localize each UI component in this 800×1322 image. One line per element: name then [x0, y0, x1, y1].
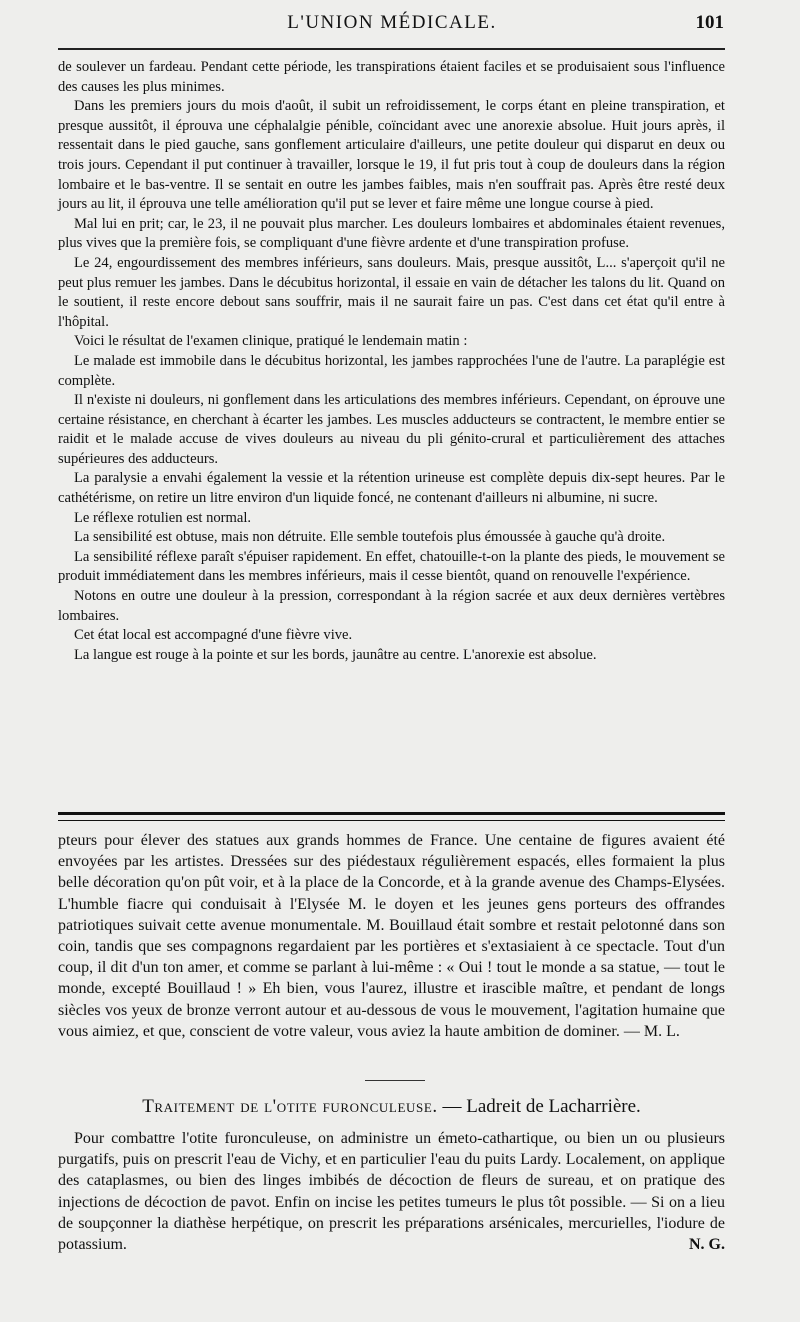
paragraph: Le réflexe rotulien est normal. [74, 509, 252, 526]
paragraph: Notons en outre une douleur à la pression, correspondant à la région sacrée et aux deux dernières vertèbres lombaires. [58, 588, 725, 624]
case-report-section [58, 58, 725, 665]
article-heading [58, 1096, 725, 1118]
paragraph: Dans les premiers jours du mois d'août, il subit un refroidissement, le corps étant en pleine transpiration, et presque aussitôt, il éprouva une céphalalgie pénible, coïncidant avec une anorexie absolue. Huit jours après, il ressentait dans le pied gauche, sans gonflement articulaire d'ailleurs, une petite douleur qui disparut en deux ou trois jours. Cependant il put continuer à travailler, lorsque le 19, il fut pris tout à coup de douleurs dans la région lombaire et le bas-ventre. Il se sentait en outre les jambes faibles, mais n'en souffrait pas. Après être resté deux jours au lit, il éprouva une telle amélioration qu'il put se lever et faire même une longue course à pied. [58, 98, 725, 213]
author-initials: N. G. [689, 1236, 725, 1254]
small-divider [365, 1080, 425, 1081]
paragraph: Le 24, engourdissement des membres inférieurs, sans douleurs. Mais, presque aussitôt, L... s'aperçoit qu'il ne peut plus remuer les jambes. Dans le décubitus horizontal, il essaie en vain de détacher les talons du lit. Quand on le soutient, il reste encore debout sans souffrir, mais il ne saurait faire un pas. C'est dans cet état qu'il entre à l'hôpital. [58, 254, 725, 330]
paragraph: Mal lui en prit; car, le 23, il ne pouvait plus marcher. Les douleurs lombaires et abdominales étaient revenues, plus vives que la première fois, se compliquant d'une fièvre ardente et d'une transpiration profuse. [58, 215, 725, 252]
feuilleton-section [58, 830, 725, 1042]
paragraph: La paralysie a envahi également la vessie et la rétention urineuse est complète depuis dix-sept heures. Par le cathétérisme, on retire un litre environ d'un liquide foncé, ne contenant d'ailleurs ni albumine, ni sucre. [58, 470, 725, 507]
section-divider-thin [58, 820, 725, 821]
paragraph: Cet état local est accompagné d'une fièvre vive. [74, 627, 353, 644]
section-divider-thick [58, 812, 725, 815]
article-paragraph [58, 1128, 725, 1255]
treatment-article [58, 1128, 725, 1255]
signature: — M. L. [623, 1022, 680, 1040]
paragraph: La langue est rouge à la pointe et sur les bords, jaunâtre au centre. L'anorexie est absolue. [74, 646, 597, 663]
article-author: Ladreit de Lacharrière. [466, 1096, 641, 1117]
paragraph: La sensibilité est obtuse, mais non détruite. Elle semble toutefois plus émoussée à gauche qu'à droite. [74, 529, 666, 546]
article-title: Traitement de l'otite furonculeuse. [142, 1096, 438, 1117]
article-body: Pour combattre l'otite furonculeuse, on administre un émeto-cathartique, ou bien un ou plusieurs purgatifs, puis on prescrit l'eau de Vichy, et en particulier l'eau du puits Lardy. Localement, on applique des cataplasmes, ou bien des linges imbibés de décoction de fleurs de sureau, et on pratique des injections de décoction de pavot. Enfin on incise les petites tumeurs le plus tôt possible. — Si on a lieu de soupçonner la diathèse herpétique, on prescrit les préparations arsénicales, mercurielles, l'iodure de potassium. [58, 1130, 725, 1254]
page-number: 101 [695, 12, 724, 33]
header-rule [58, 48, 725, 50]
paragraph: La sensibilité réflexe paraît s'épuiser rapidement. En effet, chatouille-t-on la plante des pieds, le mouvement se produit immédiatement dans les membres inférieurs, mais il cesse bientôt, quand on renouvelle l'expérience. [58, 548, 725, 585]
paragraph: Le malade est immobile dans le décubitus horizontal, les jambes rapprochées l'une de l'autre. La paraplégie est complète. [58, 352, 725, 389]
paragraph: Voici le résultat de l'examen clinique, pratiqué le lendemain matin : [74, 333, 468, 350]
title-dash: — [437, 1096, 467, 1117]
running-title: L'UNION MÉDICALE. [287, 12, 497, 33]
paragraph: Il n'existe ni douleurs, ni gonflement dans les articulations des membres inférieurs. Cependant, on éprouve une certaine résistance, en cherchant à écarter les jambes. Les muscles adducteurs se contractent, le membre entier se raidit et le malade accuse de vives douleurs au niveau du pli génito-crural et particulièrement des attaches supérieures des adducteurs. [58, 392, 725, 467]
feuilleton-body: pteurs pour élever des statues aux grands hommes de France. Une centaine de figures avaient été envoyées par les artistes. Dressées sur des piédestaux régulièrement espacés, elles formaient la plus belle décoration qu'on pût voir, et à la place de la Concorde, et à la grande avenue des Champs-Elysées. L'humble fiacre qui conduisait à l'Elysée M. le doyen et les jeunes gens porteurs des offrandes patriotiques suivait cette avenue monumentale. M. Bouillaud était sombre et restait pelotonné dans son coin, tandis que ses compagnons regardaient par les portières et s'extasiaient à ce spectacle. Tout d'un coup, il dit d'un ton amer, et comme se parlant à lui-même : « Oui ! tout le monde a sa statue, — tout le monde, excepté Bouillaud ! » Eh bien, vous l'aurez, illustre et irascible maître, et pendant de longs siècles vos yeux de bronze verront autour et au-dessous de vous le mouvement, l'agitation humaine que vous aimiez, et que, conscient de votre valeur, vous aviez la haute ambition de dominer. [58, 832, 725, 1040]
feuilleton-text [58, 830, 725, 1042]
page-header [60, 6, 724, 40]
paragraph: de soulever un fardeau. Pendant cette période, les transpirations étaient faciles et se produisaient sous l'influence des causes les plus minimes. [58, 59, 725, 95]
